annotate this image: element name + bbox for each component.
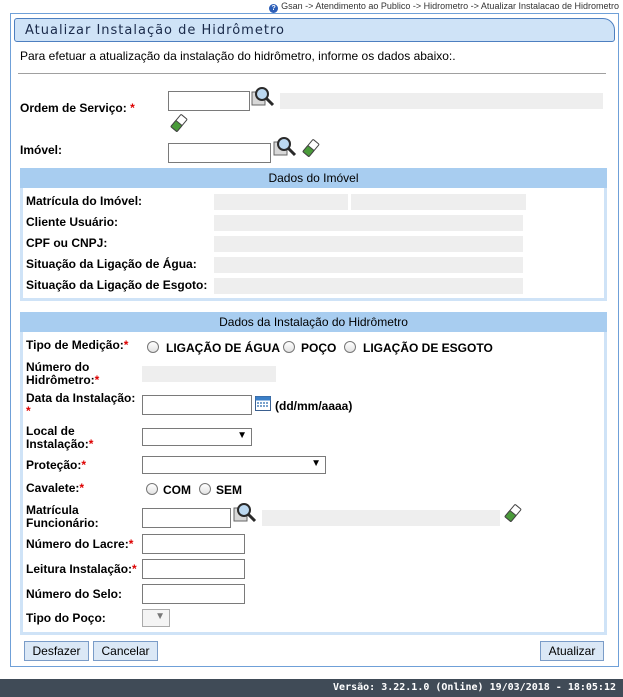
tipo-medicao-esgoto-label: LIGAÇÃO DE ESGOTO: [363, 341, 493, 355]
calendar-icon[interactable]: [255, 395, 271, 411]
protecao-label: Proteção:*: [26, 458, 87, 472]
tipo-medicao-label: Tipo de Medição:*: [26, 338, 129, 352]
ordem-servico-description: [280, 93, 603, 109]
situacao-agua-label: Situação da Ligação de Água:: [26, 257, 197, 271]
cavalete-sem-radio[interactable]: [199, 483, 211, 495]
cavalete-com-radio[interactable]: [146, 483, 158, 495]
imovel-label: Imóvel:: [20, 143, 63, 157]
breadcrumb-text[interactable]: Gsan -> Atendimento ao Publico -> Hidrometro -> Atualizar Instalacao de Hidrometro: [281, 1, 619, 11]
data-format-hint: (dd/mm/aaaa): [275, 399, 353, 413]
atualizar-button[interactable]: Atualizar: [540, 641, 604, 661]
page-title: Atualizar Instalação de Hidrômetro: [25, 23, 285, 38]
desfazer-button[interactable]: Desfazer: [24, 641, 89, 661]
situacao-esgoto-label: Situação da Ligação de Esgoto:: [26, 278, 208, 292]
tipo-medicao-agua-radio[interactable]: [147, 341, 159, 353]
tipo-poco-label: Tipo do Poço:: [26, 611, 106, 625]
leitura-instalacao-label: Leitura Instalação:*: [26, 562, 137, 576]
cliente-usuario-label: Cliente Usuário:: [26, 215, 119, 229]
tipo-poco-select[interactable]: [142, 609, 170, 627]
cpf-cnpj-value: [214, 236, 523, 252]
title-bar: [14, 18, 615, 42]
version-footer: Versão: 3.22.1.0 (Online) 19/03/2018 - 18:05:12: [0, 679, 623, 697]
imovel-search-icon[interactable]: [273, 136, 297, 158]
ordem-servico-clear-eraser-icon[interactable]: [170, 114, 188, 132]
cavalete-sem-label: SEM: [216, 483, 243, 497]
funcionario-search-icon[interactable]: [233, 502, 257, 524]
matricula-funcionario-input[interactable]: [142, 508, 231, 528]
imovel-clear-eraser-icon[interactable]: [302, 139, 320, 157]
local-instalacao-label: Local de Instalação:*: [26, 424, 94, 451]
matricula-imovel-extra: [351, 194, 526, 210]
leitura-instalacao-input[interactable]: [142, 559, 245, 579]
intro-text: Para efetuar a atualização da instalação do hidrômetro, informe os dados abaixo:.: [20, 49, 456, 63]
cpf-cnpj-label: CPF ou CNPJ:: [26, 236, 108, 250]
funcionario-name: [262, 510, 500, 526]
data-instalacao-input[interactable]: [142, 395, 252, 415]
dados-imovel-header: Dados do Imóvel: [20, 168, 607, 188]
help-icon[interactable]: ?: [269, 4, 278, 13]
numero-hidrometro-label: Número do Hidrômetro:*: [26, 360, 100, 387]
numero-selo-label: Número do Selo:: [26, 587, 123, 601]
numero-lacre-label: Número do Lacre:*: [26, 537, 134, 551]
breadcrumb: [0, 0, 623, 12]
chevron-down-icon: ▼: [155, 611, 165, 622]
numero-lacre-input[interactable]: [142, 534, 245, 554]
situacao-agua-value: [214, 257, 523, 273]
protecao-select[interactable]: [142, 456, 326, 474]
matricula-imovel-label: Matrícula do Imóvel:: [26, 194, 143, 208]
cavalete-label: Cavalete:*: [26, 481, 85, 495]
cliente-usuario-value: [214, 215, 523, 231]
situacao-esgoto-value: [214, 278, 523, 294]
ordem-servico-label: Ordem de Serviço: *: [20, 101, 135, 115]
chevron-down-icon: ▼: [311, 458, 321, 469]
tipo-medicao-poco-radio[interactable]: [283, 341, 295, 353]
funcionario-clear-eraser-icon[interactable]: [504, 504, 522, 522]
imovel-input[interactable]: [168, 143, 271, 163]
divider: [18, 73, 606, 74]
matricula-imovel-value: [214, 194, 348, 210]
numero-selo-input[interactable]: [142, 584, 245, 604]
ordem-servico-input[interactable]: [168, 91, 250, 111]
tipo-medicao-esgoto-radio[interactable]: [344, 341, 356, 353]
numero-hidrometro-value: [142, 366, 276, 382]
chevron-down-icon: ▼: [237, 430, 247, 441]
cancelar-button[interactable]: Cancelar: [93, 641, 158, 661]
tipo-medicao-agua-label: LIGAÇÃO DE ÁGUA: [166, 341, 280, 355]
cavalete-com-label: COM: [163, 483, 191, 497]
local-instalacao-select[interactable]: [142, 428, 252, 446]
ordem-servico-search-icon[interactable]: [251, 86, 275, 108]
matricula-funcionario-label: Matrícula Funcionário:: [26, 503, 99, 530]
tipo-medicao-poco-label: POÇO: [301, 341, 337, 355]
data-instalacao-label: Data da Instalação: *: [26, 391, 136, 418]
dados-instalacao-header: Dados da Instalação do Hidrômetro: [20, 312, 607, 332]
